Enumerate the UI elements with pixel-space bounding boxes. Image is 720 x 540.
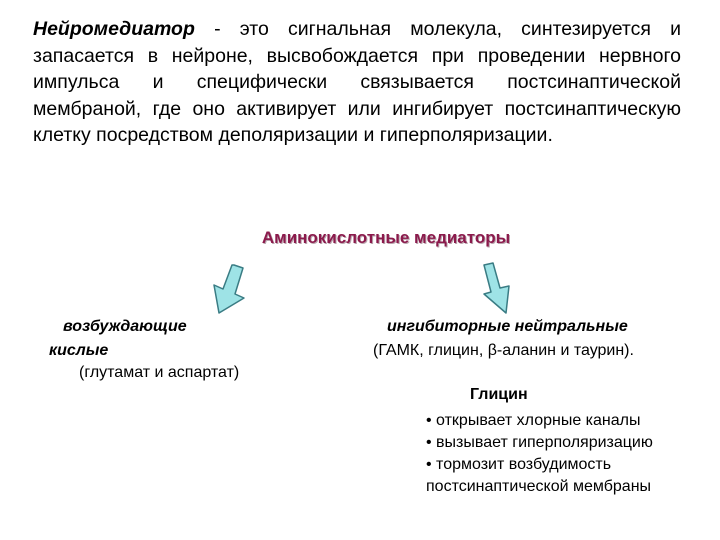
list-item: • открывает хлорные каналы bbox=[426, 412, 641, 429]
list-item: • тормозит возбудимость постсинаптической мембраны bbox=[426, 456, 652, 495]
definition-term: Нейромедиатор bbox=[33, 18, 195, 40]
right-arrow bbox=[484, 263, 509, 313]
definition-text: - это сигнальная молекула, синтезируется и запасается в нейроне, высвобождается при проведении нервного импульса и специфически связывается постсинаптической мембраной, где оно активирует или ингибирует постсинаптическую клетку посредством деполяризации и гиперполяризации. bbox=[33, 18, 681, 146]
glycine-effects-list bbox=[426, 410, 718, 498]
acidic-label: кислые bbox=[49, 342, 109, 359]
inhibitory-label: ингибиторные нейтральные bbox=[387, 318, 628, 335]
glycine-title: Глицин bbox=[470, 386, 528, 403]
diagram-heading: Аминокислотные медиаторы bbox=[261, 228, 511, 247]
left-arrow bbox=[214, 265, 244, 313]
inhibitory-examples: (ГАМК, глицин, β-аланин и таурин). bbox=[373, 342, 634, 359]
excitatory-label: возбуждающие bbox=[63, 318, 187, 335]
list-item: • вызывает гиперполяризацию bbox=[426, 434, 653, 451]
excitatory-examples: (глутамат и аспартат) bbox=[79, 364, 240, 381]
